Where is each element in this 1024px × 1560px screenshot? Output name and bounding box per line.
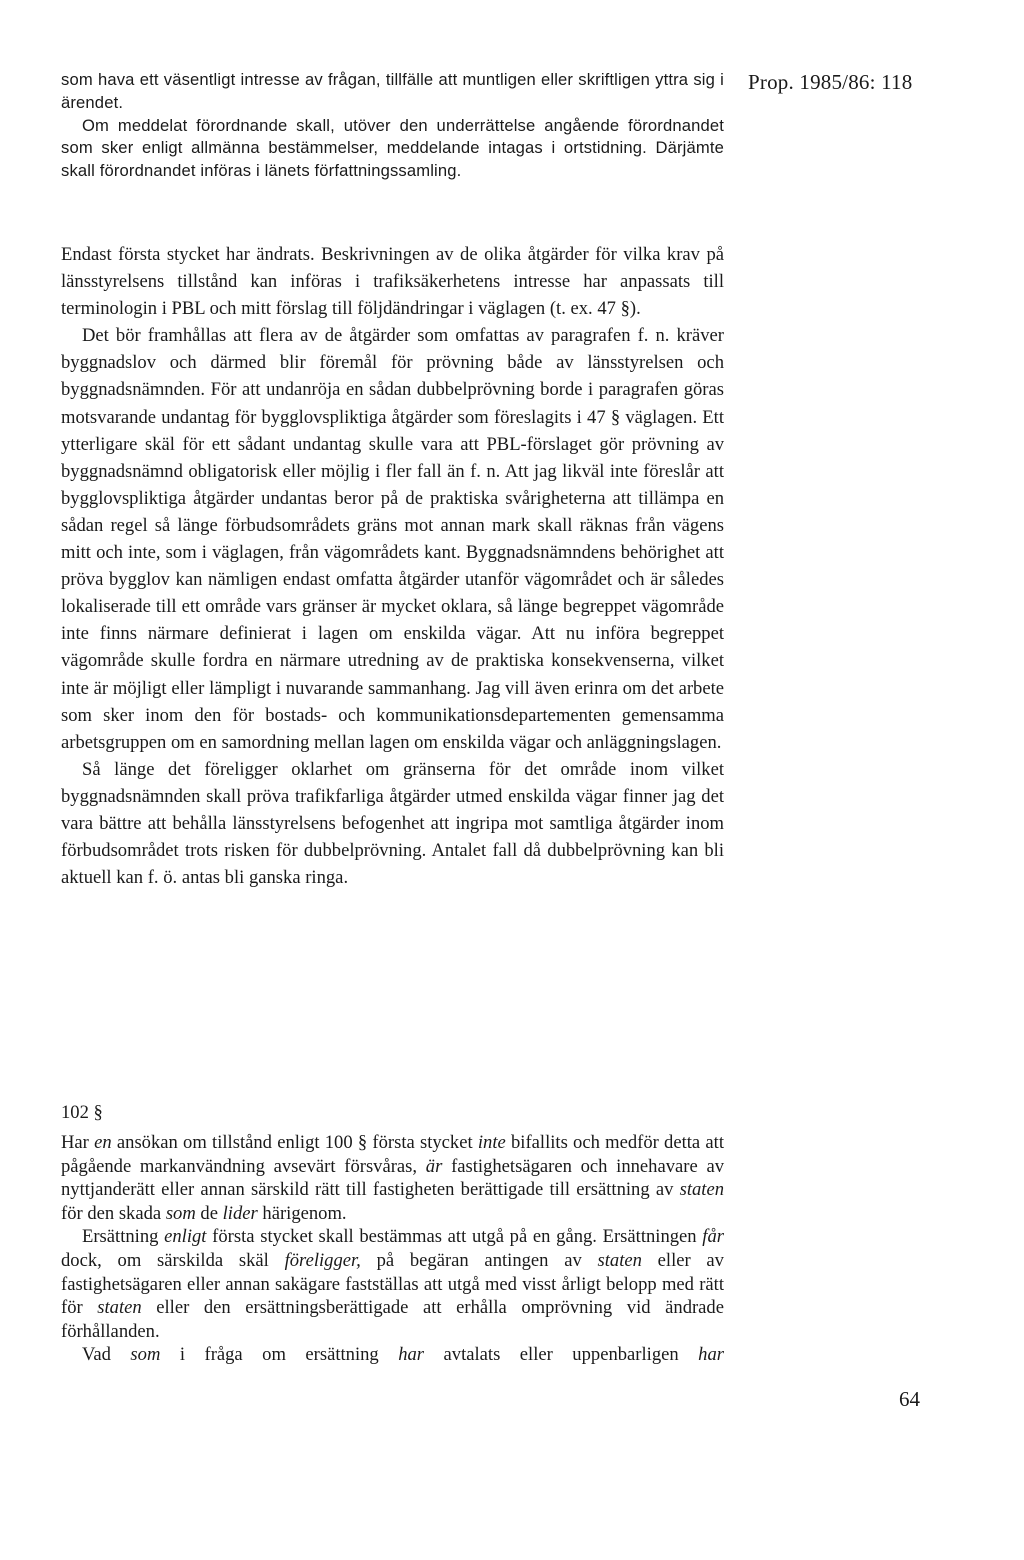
text-run: fastighetsägaren och innehavare av nyttjanderätt eller annan särskild rätt till fastigheten berättigade till ersättning av <box>61 1155 724 1201</box>
law-text <box>61 1131 724 1367</box>
commentary-paragraph: som hava ett väsentligt intresse av frågan, tillfälle att muntligen eller skriftligen yttra sig i ärendet. <box>61 70 724 112</box>
text-run: avtalats eller uppenbarligen <box>424 1344 699 1366</box>
text-run: ansökan om tillstånd enligt 100 § första stycket <box>111 1132 478 1153</box>
italic-run: staten <box>97 1297 142 1319</box>
text-run: Har <box>61 1132 95 1153</box>
commentary-main <box>61 241 724 891</box>
italic-run: inte <box>477 1132 506 1153</box>
italic-run: som <box>165 1202 196 1224</box>
italic-run: staten <box>679 1179 724 1201</box>
text-run: härigenom. <box>257 1202 347 1224</box>
italic-run: har <box>398 1344 425 1366</box>
italic-run: lider <box>222 1202 258 1224</box>
page-number: 64 <box>899 1387 920 1411</box>
italic-run: är <box>425 1155 443 1177</box>
italic-run: föreligger, <box>284 1249 361 1271</box>
italic-run: får <box>702 1226 724 1248</box>
italic-run: staten <box>597 1249 642 1271</box>
commentary-paragraph: Om meddelat förordnande skall, utöver den underrättelse angående förordnandet som sker enligt allmänna bestämmelser, meddelande intagas i ortstidning. Därjämte skall förordnandet införas i länets författningssamling. <box>61 115 724 181</box>
section-title: 102 § <box>61 1102 103 1123</box>
law-paragraph <box>61 1225 724 1343</box>
text-run: i fråga om ersättning <box>160 1344 399 1366</box>
text-run: eller den ersättningsberättigade att erhålla omprövning vid ändrade förhållanden. <box>61 1297 724 1342</box>
text-run: dock, om särskilda skäl <box>61 1249 285 1271</box>
text-run: Ersättning <box>82 1226 165 1248</box>
italic-run: har <box>698 1344 724 1366</box>
commentary-paragraph: Endast första stycket har ändrats. Beskrivningen av de olika åtgärder för vilka krav på länsstyrelsens tillstånd kan införas i trafiksäkerhetens intresse har anpassats till terminologin i PBL och mitt förslag till följdändringar i väglagen (t. ex. 47 §). <box>61 244 724 320</box>
text-run: de <box>195 1202 223 1224</box>
law-paragraph <box>61 1343 724 1367</box>
text-run: eller av fastighetsägaren eller annan sakägare fastställas att utgå med visst årligt belopp med rätt för <box>61 1249 724 1319</box>
italic-run: en <box>94 1132 112 1153</box>
commentary-paragraph: Så länge det föreligger oklarhet om gränserna för det område inom vilket byggnadsnämnden skall pröva trafikfarliga åtgärder utmed enskilda vägar finner jag det vara bättre att behålla länsstyrelsens befogenhet att ingripa mot samtliga åtgärder inom förbudsområdet trots risken för dubbelprövning. Antalet fall då dubbelprövning kan bli aktuell kan f. ö. antas bli ganska ringa. <box>61 758 724 889</box>
text-run: för den skada <box>61 1202 166 1224</box>
italic-run: enligt <box>164 1226 207 1248</box>
text-run: bifallits och medför detta att pågående markanvändning avsevärt försvåras, <box>61 1132 724 1177</box>
italic-run: som <box>130 1344 161 1366</box>
text-run: första stycket skall bestämmas att utgå på en gång. Ersättningen <box>206 1226 703 1248</box>
page-header-reference: Prop. 1985/86: 118 <box>748 70 913 94</box>
text-run: Vad <box>82 1344 131 1366</box>
law-paragraph <box>61 1131 724 1225</box>
commentary-top <box>61 69 724 183</box>
commentary-paragraph: Det bör framhållas att flera av de åtgärder som omfattas av paragrafen f. n. kräver byggnadslov och därmed blir föremål för prövning både av länsstyrelsen och byggnadsnämnden. För att undanröja en sådan dubbelprövning borde i paragrafen göras motsvarande undantag för bygglovspliktiga åtgärder som föreslagits i 47 § väglagen. Ett ytterligare skäl för ett sådant undantag skulle vara att PBL-förslaget gör prövning av byggnadsnämnd obligatorisk eller möjlig i fler fall än f. n. Att jag likväl inte föreslår att bygglovspliktiga åtgärder undantas beror på de praktiska svårigheterna att tillämpa en sådan regel så länge förbudsområdets gräns mot annan mark skall räknas från vägens mitt och inte, som i väglagen, från vägområdets kant. Byggnadsnämndens behörighet att pröva bygglov kan nämligen endast omfatta åtgärder utanför vägområdet och är således lokaliserade till ett område vars gränser är mycket oklara, så länge begreppet vägområde inte finns närmare definierat i lagen om enskilda vägar. Att nu införa begreppet vägområde skulle fordra en närmare utredning av de praktiska konsekvenserna, vilket inte är möjligt eller lämpligt i nuvarande sammanhang. Jag vill även erinra om det arbete som sker inom den för bostads- och kommunikationsdepartementen gemensamma arbetsgruppen om en samordning mellan lagen om enskilda vägar och anläggningslagen. <box>61 325 724 753</box>
text-run: på begäran antingen av <box>360 1249 598 1271</box>
